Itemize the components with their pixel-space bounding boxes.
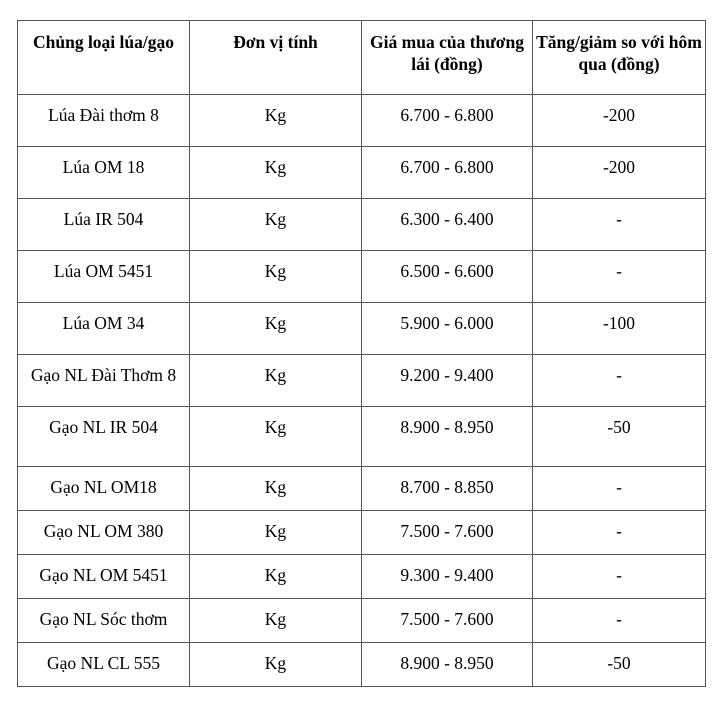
cell-price: 8.900 - 8.950 [362,407,533,467]
table-row [18,199,706,251]
cell-unit: Kg [190,555,362,599]
cell-change: - [533,251,706,303]
cell-unit: Kg [190,511,362,555]
cell-unit: Kg [190,303,362,355]
cell-unit: Kg [190,643,362,687]
cell-change: - [533,599,706,643]
cell-variety: Gạo NL Đài Thơm 8 [18,355,190,407]
cell-variety: Gạo NL OM 5451 [18,555,190,599]
cell-unit: Kg [190,95,362,147]
cell-price: 7.500 - 7.600 [362,511,533,555]
cell-variety: Lúa OM 5451 [18,251,190,303]
cell-change: - [533,467,706,511]
cell-unit: Kg [190,199,362,251]
cell-variety: Gạo NL OM18 [18,467,190,511]
rice-price-table [17,20,706,687]
cell-unit: Kg [190,599,362,643]
cell-price: 8.900 - 8.950 [362,643,533,687]
cell-variety: Lúa IR 504 [18,199,190,251]
cell-price: 6.500 - 6.600 [362,251,533,303]
cell-price: 7.500 - 7.600 [362,599,533,643]
header-change: Tăng/giảm so với hôm qua (đồng) [533,21,706,95]
cell-unit: Kg [190,147,362,199]
table-row [18,467,706,511]
table-row [18,511,706,555]
table-row [18,303,706,355]
cell-variety: Gạo NL CL 555 [18,643,190,687]
table-body [18,95,706,687]
cell-price: 9.300 - 9.400 [362,555,533,599]
cell-price: 8.700 - 8.850 [362,467,533,511]
table-row [18,147,706,199]
cell-variety: Lúa Đài thơm 8 [18,95,190,147]
cell-price: 6.700 - 6.800 [362,147,533,199]
cell-price: 6.700 - 6.800 [362,95,533,147]
cell-change: -200 [533,95,706,147]
cell-change: - [533,355,706,407]
cell-change: -100 [533,303,706,355]
header-variety: Chủng loại lúa/gạo [18,21,190,95]
table-row [18,407,706,467]
table-row [18,251,706,303]
header-trader-price: Giá mua của thương lái (đồng) [362,21,533,95]
table-row [18,555,706,599]
cell-variety: Lúa OM 34 [18,303,190,355]
cell-unit: Kg [190,407,362,467]
cell-change: -50 [533,407,706,467]
cell-price: 6.300 - 6.400 [362,199,533,251]
cell-change: -200 [533,147,706,199]
cell-change: - [533,555,706,599]
table-row [18,599,706,643]
cell-change: - [533,199,706,251]
cell-variety: Gạo NL IR 504 [18,407,190,467]
table-row [18,95,706,147]
cell-unit: Kg [190,251,362,303]
table-row [18,355,706,407]
cell-unit: Kg [190,355,362,407]
cell-variety: Gạo NL Sóc thơm [18,599,190,643]
header-unit: Đơn vị tính [190,21,362,95]
cell-price: 5.900 - 6.000 [362,303,533,355]
table-header-row [18,21,706,95]
cell-unit: Kg [190,467,362,511]
table-row [18,643,706,687]
cell-price: 9.200 - 9.400 [362,355,533,407]
cell-change: - [533,511,706,555]
cell-change: -50 [533,643,706,687]
cell-variety: Gạo NL OM 380 [18,511,190,555]
cell-variety: Lúa OM 18 [18,147,190,199]
